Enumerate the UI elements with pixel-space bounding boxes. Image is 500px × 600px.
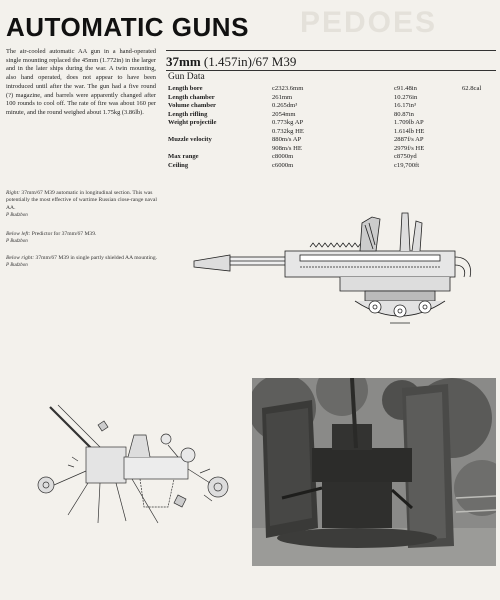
table-row	[168, 94, 498, 103]
spec-imperial-value: c91.48in	[394, 85, 417, 92]
spec-metric-value: 0.773kg AP	[272, 119, 304, 126]
spec-label: Length chamber	[168, 93, 215, 101]
table-row	[168, 136, 498, 145]
gun-title-calibre: 37mm	[166, 54, 201, 69]
spec-imperial-value: 10.276in	[394, 93, 418, 101]
table-row	[168, 119, 498, 128]
gun-header-rule-bottom	[166, 70, 496, 71]
photo-credit: P Budzbon	[6, 213, 28, 219]
predictor-drawing	[28, 395, 243, 535]
table-row	[168, 145, 498, 154]
background-heading: PEDOES	[300, 6, 438, 39]
caption-prefix: Below right:	[6, 255, 35, 261]
gun-data-table	[168, 85, 498, 170]
caption-section-drawing	[6, 190, 166, 220]
table-row	[168, 128, 498, 137]
gun-mounting-photo	[252, 378, 496, 566]
table-row	[168, 162, 498, 171]
caption-prefix: Below left:	[6, 231, 31, 237]
page-title: AUTOMATIC GUNS	[6, 12, 249, 42]
gun-section-drawing	[190, 205, 490, 335]
spec-metric-value: c2323.6mm	[272, 85, 304, 92]
spec-metric-value: 0.732kg HE	[272, 127, 304, 135]
caption-prefix: Right:	[6, 190, 20, 196]
photo-credit: P Budzbon	[6, 263, 28, 269]
caption-predictor	[6, 231, 166, 246]
spec-imperial-value: 2979f/s HE	[394, 144, 425, 152]
spec-metric-value: 908m/s HE	[272, 144, 302, 152]
spec-metric-value: 261mm	[272, 93, 293, 101]
caption-text: Predictor for 37mm/67 M39.	[31, 231, 97, 237]
caption-text: 37mm/67 M39 automatic in longitudinal section. This was potentially the most effective of wartime Russian close-range naval AA.	[6, 190, 157, 211]
spec-label: Volume chamber	[168, 102, 216, 109]
spec-imperial-value: c19,700ft	[394, 161, 420, 169]
spec-metric-value: 0.265dm³	[272, 102, 298, 109]
photo-image	[252, 378, 496, 566]
caption-mounting-photo	[6, 255, 166, 270]
spec-imperial-value: 16.17in³	[394, 102, 416, 109]
spec-label: Weight projectile	[168, 119, 217, 126]
spec-label: Max range	[168, 153, 199, 160]
spec-label: Length bore	[168, 85, 203, 92]
spec-metric-value: 2054mm	[272, 110, 296, 118]
gun-data-heading: Gun Data	[168, 72, 205, 82]
gun-title	[166, 54, 296, 70]
spec-imperial-value: c8750yd	[394, 153, 417, 160]
gun-header-rule-top	[166, 50, 496, 51]
spec-metric-value: 880m/s AP	[272, 136, 302, 143]
gun-title-designation: (1.457in)/67 M39	[203, 54, 297, 69]
photo-credit: P Budzbon	[6, 239, 28, 245]
spec-imperial-value: 2887f/s AP	[394, 136, 424, 143]
table-row	[168, 153, 498, 162]
spec-metric-value: c6000m	[272, 161, 294, 169]
table-row	[168, 102, 498, 111]
spec-label: Length rifling	[168, 110, 208, 118]
spec-imperial-value: 80.87in	[394, 110, 414, 118]
spec-label: Muzzle velocity	[168, 136, 212, 143]
intro-paragraph: The air-cooled automatic AA gun in a hand-operated single mounting replaced the 45mm (1.772in) in the larger and in the later ships during the war. A twin mounting, also hand operated, does not appear to have been introduced until after the war. The gun had a five round (?) magazine, and barrels were apparently changed after 100 rounds to cool off. The rate of fire was about 160 per minute, and the round weighed about 1.75kg (3.86lb).	[6, 48, 156, 116]
spec-label: Ceiling	[168, 161, 189, 169]
caption-text: 37mm/67 M39 in single partly shielded AA mounting.	[35, 255, 158, 261]
table-row	[168, 85, 498, 94]
spec-imperial-value: 1.614lb HE	[394, 127, 425, 135]
spec-imperial-value: 1.709lb AP	[394, 119, 424, 126]
spec-calibre-value: 62.8cal	[462, 85, 482, 92]
spec-metric-value: c8000m	[272, 153, 294, 160]
table-row	[168, 111, 498, 120]
